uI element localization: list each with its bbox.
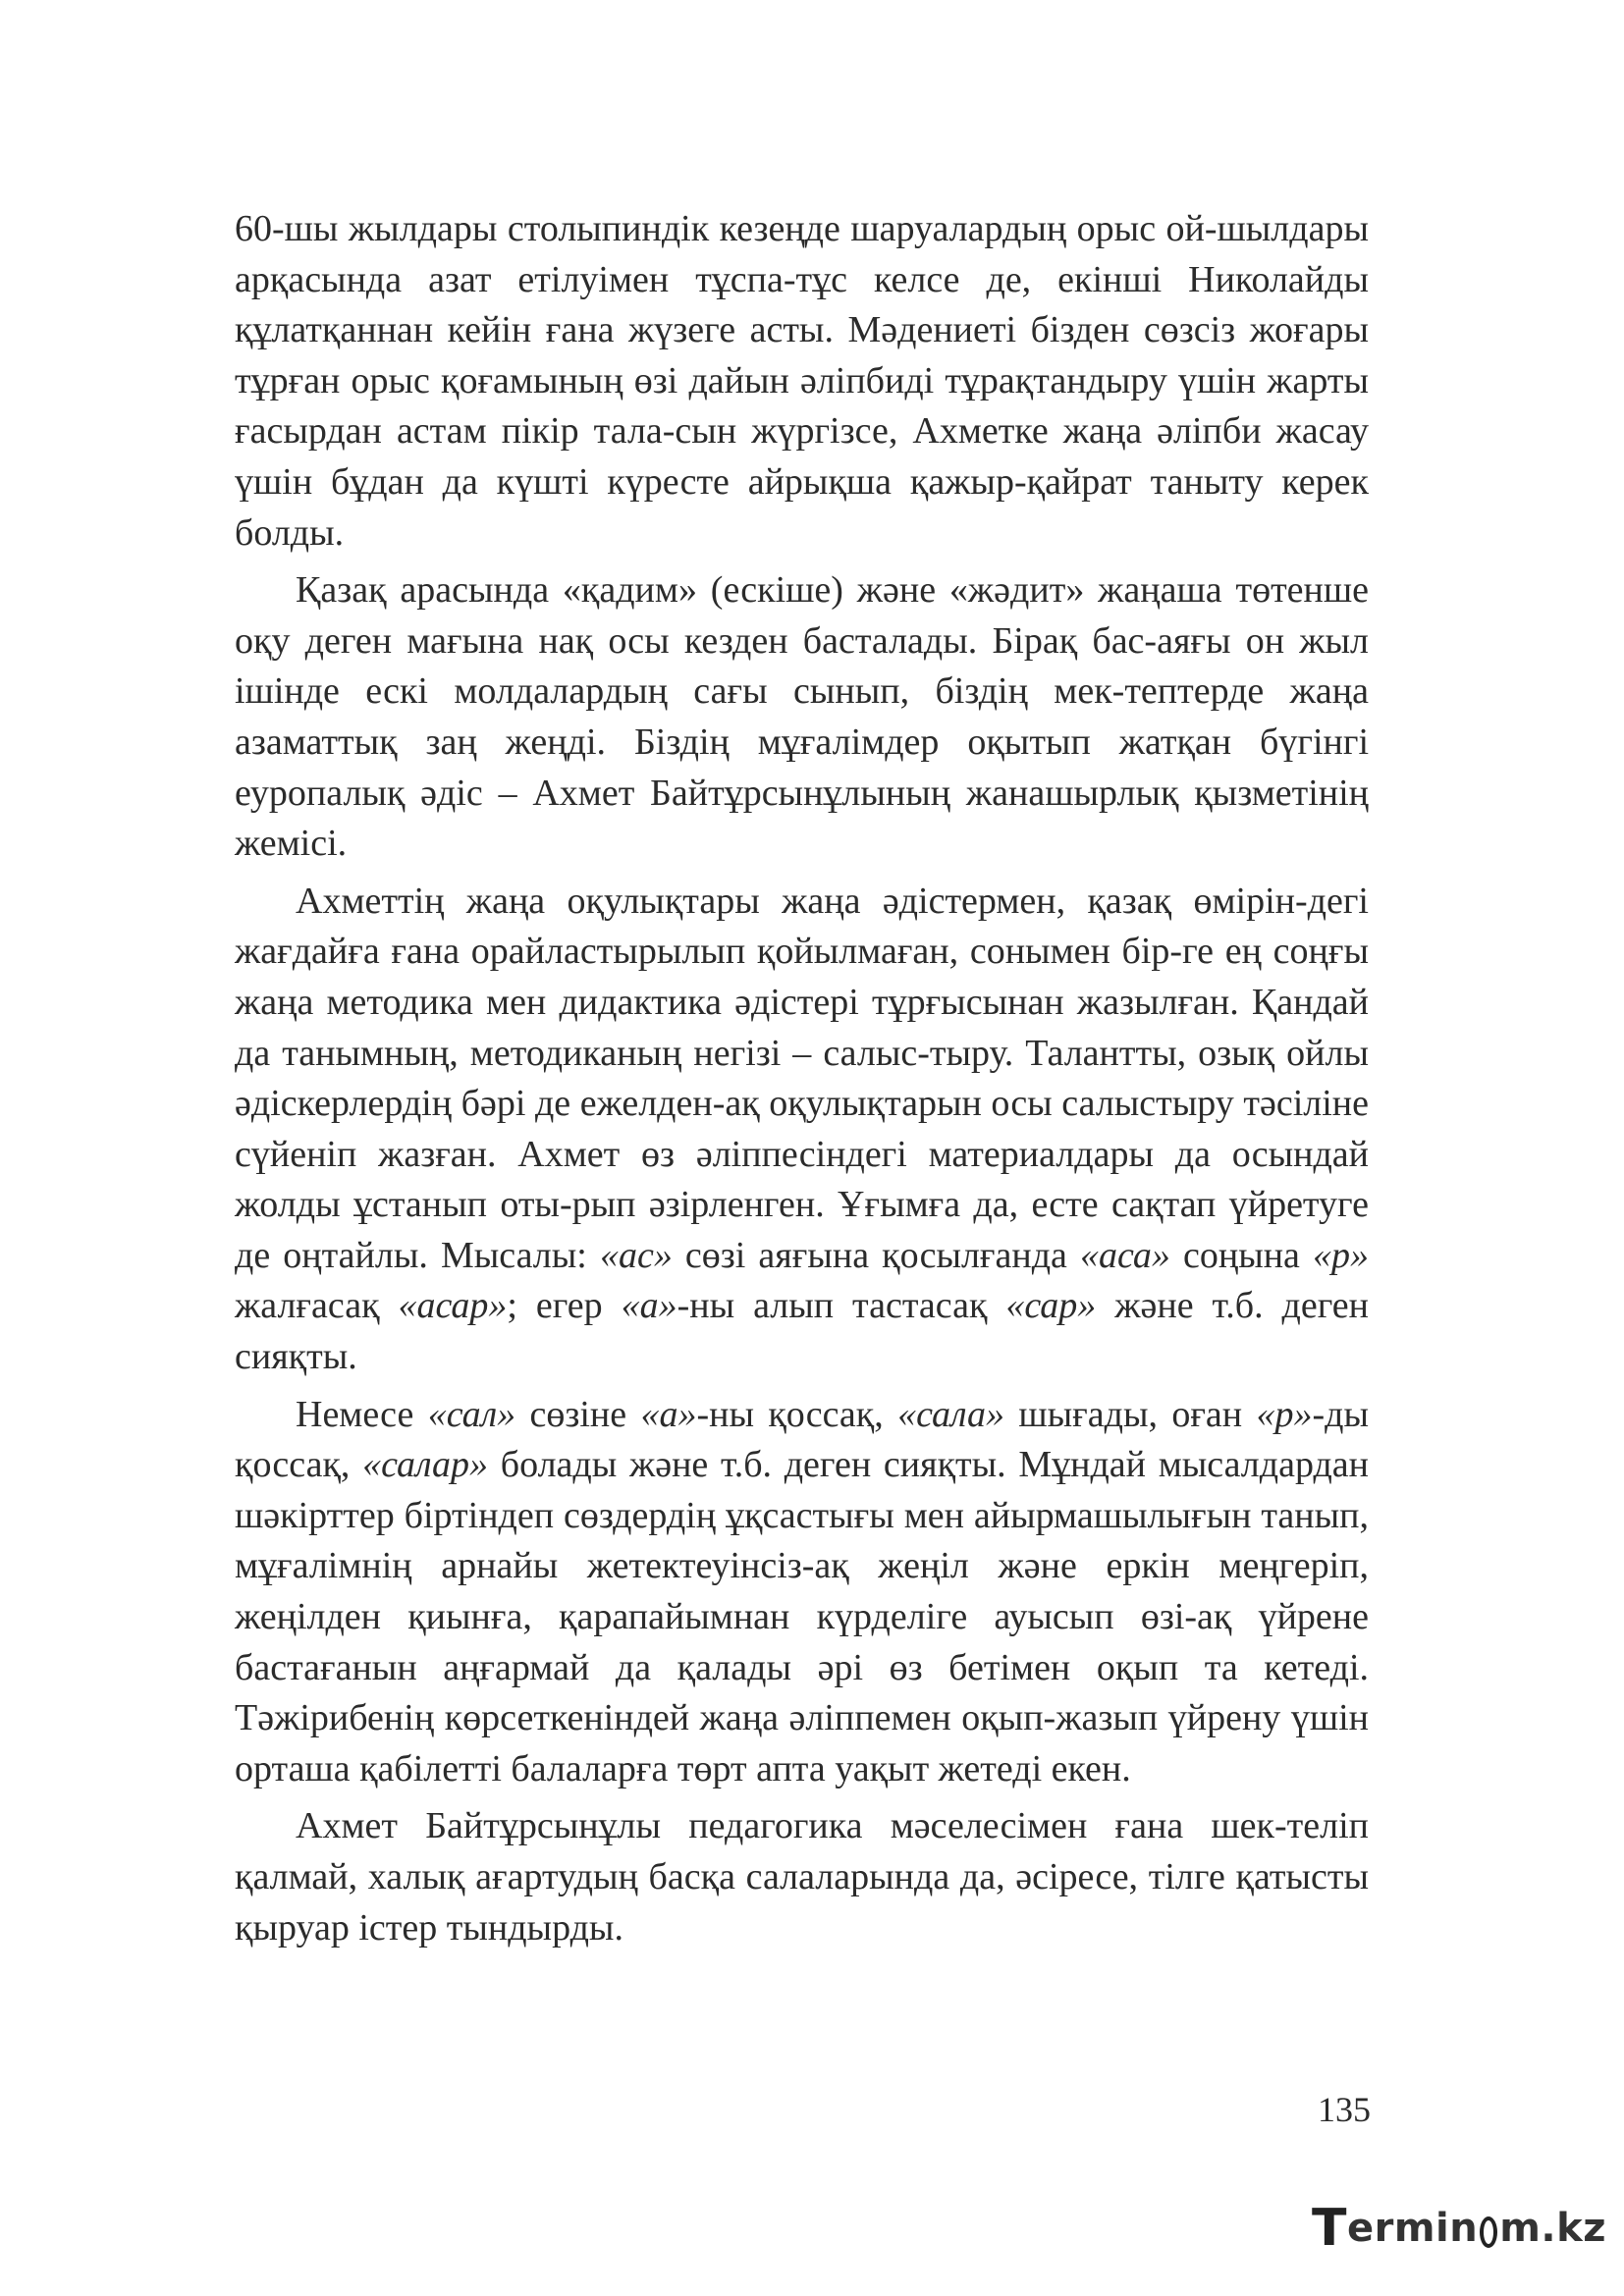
paragraph-2: Қазақ арасында «қадим» (ескіше) және «жәдит» жаңаша төтенше оқу деген мағына нақ осы кезден басталады. Бірақ бас-аяғы он жыл ішінде ескі молдалардың сағы сынып, біздің мек-тептерде жаңа азаматтық заң жеңді. Біздің мұғалімдер оқытып жатқан бүгінгі еуропалық әдіс – Ахмет Байтұрсынұлының жанашырлық қызметінің жемісі. [235,569,1369,865]
magnifier-o-icon [1480,2216,1497,2248]
page-number: 135 [1318,2090,1371,2129]
body-text [235,204,1369,1953]
example-word: «сала» [897,1393,1005,1435]
example-word: «р» [1313,1234,1370,1276]
example-word: «сар» [1005,1285,1097,1327]
watermark-text-part1: ermin [1346,2206,1479,2251]
example-word: «сал» [427,1393,516,1435]
example-word: «ас» [599,1234,673,1276]
logo-t-mark-icon: T [1312,2199,1347,2258]
example-word: «аса» [1080,1234,1170,1276]
paragraph-1: 60-шы жылдары столыпиндік кезеңде шаруалардың орыс ой-шылдары арқасында азат етілуімен тұспа-тұс келсе де, екінші Николайды құлатқаннан кейін ғана жүзеге асты. Мәдениеті бізден сөзсіз жоғары тұрған орыс қоғамының өзі дайын әліпбиді тұрақтандыру үшін жарты ғасырдан астам пікір тала-сын жүргізсе, Ахметке жаңа әліпби жасау үшін бұдан да күшті күресте айрықша қажыр-қайрат таныту керек болды. [235,208,1369,554]
paragraph-4: Немесе «сал» сөзіне «а»-ны қоссақ, «сала» шығады, оған «р»-ды қоссақ, «салар» болады және т.б. деген сияқты. Мұндай мысалдардан шәкірттер біртіндеп сөздердің ұқсастығы мен айырмашылығын танып, мұғалімнің арнайы жетектеуінсіз-ақ жеңіл және еркін меңгеріп, жеңілден қиынға, қарапайымнан күрделіге ауысып өзі-ақ үйрене бастағанын аңғармай да қалады әрі өз бетімен оқып та кетеді. Тәжірибенің көрсеткеніндей жаңа әліппемен оқып-жазып үйрену үшін орташа қабілетті балаларға төрт апта уақыт жетеді екен. [235,1393,1369,1789]
example-word: «салар» [362,1444,489,1486]
paragraph-3: Ахметтің жаңа оқулықтары жаңа әдістермен, қазақ өмірін-дегі жағдайға ғана орайластырылып қойылмаған, сонымен бір-ге ең соңғы жаңа методика мен дидактика әдістері тұрғысынан жазылған. Қандай да танымның, методиканың негізі – салыс-тыру. Талантты, озық ойлы әдіскерлердің бәрі де ежелден-ақ оқулықтарын осы салыстыру тәсіліне сүйеніп жазған. Ахмет өз әліппесіндегі материалдары да осындай жолды ұстанып оты-рып әзірленген. Ұғымға да, есте сақтап үйретуге де оңтайлы. Мысалы: «ас» сөзі аяғына қосылғанда «аса» соңына «р» жалғасақ «асар»; егер «а»-ны алып тастасақ «сар» және т.б. деген сияқты. [235,880,1370,1378]
example-word: «асар» [398,1285,508,1327]
example-word: «р» [1256,1393,1313,1435]
example-word: «а» [621,1285,677,1327]
example-word: «а» [640,1393,697,1435]
paragraph-5: Ахмет Байтұрсынұлы педагогика мәселесімен ғана шек-теліп қалмай, халық ағартудың басқа салаларында да, әсіресе, тілге қатысты қыруар істер тындырды. [235,1805,1369,1949]
termincom-watermark-logo [1312,2199,1606,2258]
watermark-text-part2: m.kz [1499,2206,1606,2251]
